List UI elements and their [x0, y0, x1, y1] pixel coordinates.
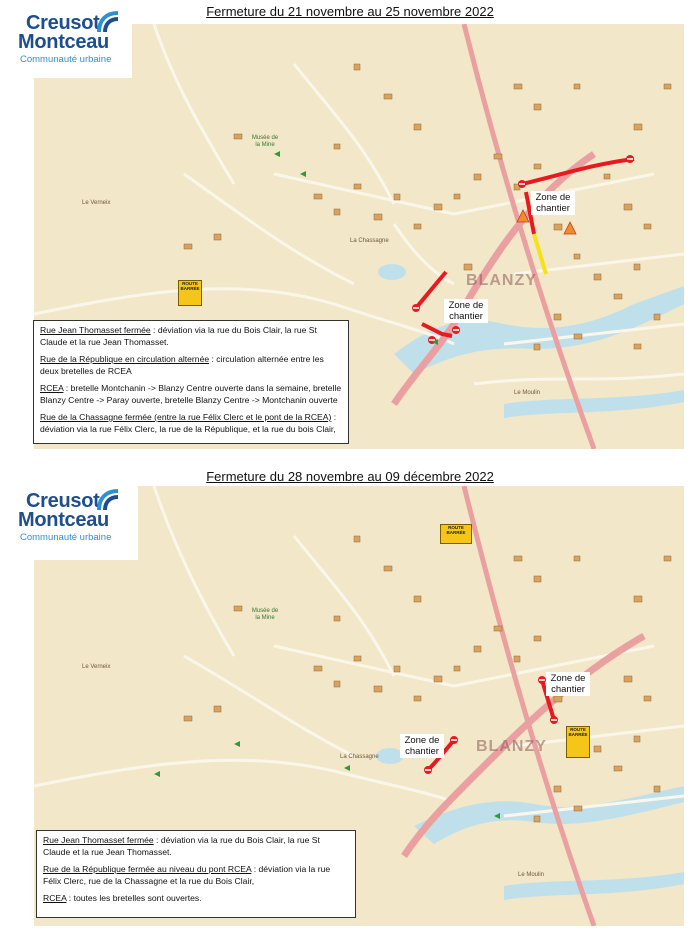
logo-word-montceau: Montceau: [18, 31, 109, 53]
map-panel-2: [0, 460, 700, 930]
zone-chantier-label-2: Zone de chantier: [444, 299, 488, 323]
place-musee: Musée de la Mine: [251, 608, 279, 621]
creusot-montceau-logo: [0, 2, 132, 78]
place-moulin: Le Moulin: [518, 872, 545, 878]
legend-item: Rue Jean Thomasset fermée : déviation via la rue du Bois Clair, la rue St Claude et la rue Jean Thomasset.: [43, 835, 320, 857]
zone-chantier-label-1: Zone de chantier: [546, 672, 590, 696]
legend-box: [33, 320, 349, 444]
place-blanzy: BLANZY: [466, 272, 537, 289]
legend-item: RCEA : bretelle Montchanin -> Blanzy Centre ouverte dans la semaine, bretelle Blanzy Centre -> Paray ouverte, bretelle Blanzy Centre -> Montchanin ouverte: [40, 383, 342, 405]
legend-item: Rue de la Chassagne fermée (entre la rue Félix Clerc et le pont de la RCEA) : déviation via la rue Félix Clerc, la rue de la République, et la rue du bois Clair,: [40, 412, 337, 434]
closure-rcea-ramp: [416, 272, 446, 308]
pond: [378, 264, 406, 280]
legend-item: Rue de la République en circulation alternée : circulation alternée entre les deux bretelles de RCEA: [40, 354, 324, 376]
legend-item: Rue de la République fermée au niveau du pont RCEA : déviation via la rue Félix Clerc, rue de la Chassagne et la rue du Bois Clair,: [43, 864, 331, 886]
zone-chantier-label-1: Zone de chantier: [531, 191, 575, 215]
panel-title: Fermeture du 21 novembre au 25 novembre 2022: [206, 4, 494, 19]
logo-subtitle: Communauté urbaine: [20, 532, 112, 543]
panel-title: Fermeture du 28 novembre au 09 décembre 2022: [206, 469, 494, 484]
creusot-montceau-logo: [0, 480, 138, 560]
logo-word-creusot: Creusot: [26, 490, 100, 512]
place-musee: Musée de la Mine: [251, 135, 279, 148]
place-blanzy: BLANZY: [476, 738, 547, 755]
map-panel-1: [0, 0, 700, 455]
route-barree-sign: ROUTE BARRÉE: [566, 726, 590, 758]
logo-mark-icon: [96, 488, 122, 514]
logo-subtitle: Communauté urbaine: [20, 54, 112, 65]
legend-item: RCEA : toutes les bretelles sont ouvertes.: [43, 893, 202, 903]
route-barree-sign: ROUTE BARRÉE: [178, 280, 202, 306]
route-barree-sign: ROUTE BARRÉE: [440, 524, 472, 544]
zone-chantier-label-2: Zone de chantier: [400, 734, 444, 758]
legend-box: [36, 830, 356, 918]
place-chassagne: La Chassagne: [350, 238, 389, 244]
logo-word-montceau: Montceau: [18, 509, 109, 531]
logo-mark-icon: [96, 10, 122, 36]
legend-item: Rue Jean Thomasset fermée : déviation via la rue du Bois Clair, la rue St Claude et la rue Jean Thomasset.: [40, 325, 317, 347]
place-verneix: Le Verneix: [82, 664, 111, 670]
place-chassagne: La Chassagne: [340, 754, 379, 760]
place-verneix: Le Verneix: [82, 200, 111, 206]
place-moulin: Le Moulin: [514, 390, 541, 396]
logo-word-creusot: Creusot: [26, 12, 100, 34]
alternate-rue-republique: [534, 234, 546, 274]
